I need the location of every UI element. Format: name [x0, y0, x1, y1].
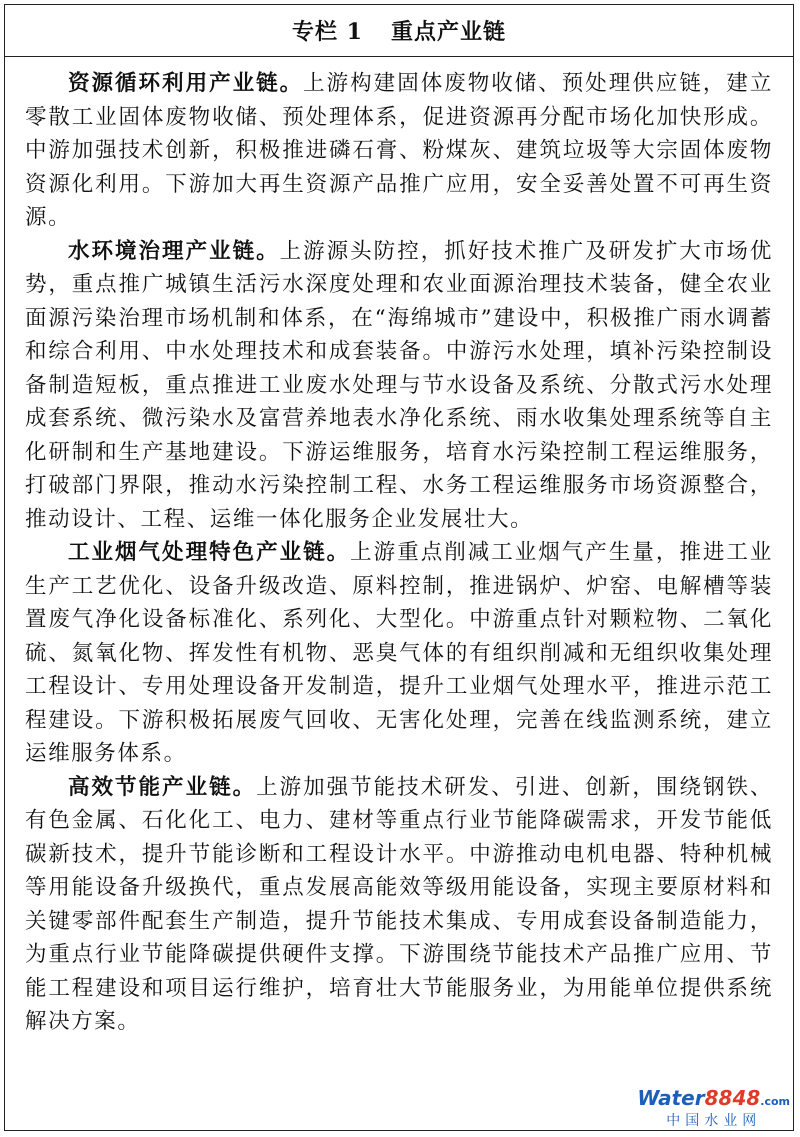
paragraph-resource-recycling — [25, 67, 773, 235]
watermark-domain: .com — [760, 1095, 790, 1108]
paragraph-body: 上游源头防控，抓好技术推广及研发扩大市场优势，重点推广城镇生活污水深度处理和农业面源治理技术装备，健全农业面源污染治理市场机制和体系，在“海绵城市”建设中，积极推广雨水调蓄和综合利用、中水处理技术和成套装备。中游污水处理，填补污染控制设备制造短板，重点推进工业废水处理与节水设备及系统、分散式污水处理成套系统、微污染水及富营养地表水净化系统、雨水收集处理系统等自主化研制和生产基地建设。下游运维服务，培育水污染控制工程运维服务，打破部门界限，推动水污染控制工程、水务工程运维服务市场资源整合，推动设计、工程、运维一体化服务企业发展壮大。 — [25, 238, 773, 532]
paragraph-body: 上游构建固体废物收储、预处理供应链，建立零散工业固体废物收储、预处理体系，促进资源再分配市场化加快形成。中游加强技术创新，积极推进磷石膏、粉煤灰、建筑垃圾等大宗固体废物资源化利用。下游加大再生资源产品推广应用，安全妥善处置不可再生资源。 — [25, 71, 773, 230]
column-title: 重点产业链 — [390, 19, 506, 45]
paragraph-lead: 工业烟气处理特色产业链。 — [68, 540, 351, 565]
watermark-logo — [637, 1087, 790, 1129]
paragraph-body: 上游重点削减工业烟气产生量，推进工业生产工艺优化、设备升级改造、原料控制，推进锅炉、炉窑、电解槽等装置废气净化设备标准化、系列化、大型化。中游重点针对颗粒物、二氧化硫、氮氧化物、挥发性有机物、恶臭气体的有组织削减和无组织收集处理工程设计、专用处理设备开发制造，提升工业烟气处理水平，推进示范工程建设。下游积极拓展废气回收、无害化处理，完善在线监测系统，建立运维服务体系。 — [25, 540, 773, 766]
paragraph-body: 上游加强节能技术研发、引进、创新，围绕钢铁、有色金属、石化化工、电力、建材等重点行业节能降碳需求，开发节能低碳新技术，提升节能诊断和工程设计水平。中游推动电机电器、特种机械等用能设备升级换代，重点发展高能效等级用能设备，实现主要原材料和关键零部件配套生产制造，提升节能技术集成、专用成套设备制造能力，为重点行业节能降碳提供硬件支撑。下游围绕节能技术产品推广应用、节能工程建设和项目运行维护，培育壮大节能服务业，为用能单位提供系统解决方案。 — [25, 774, 773, 1034]
paragraph-energy-saving — [25, 771, 773, 1039]
column-header — [5, 5, 793, 57]
column-content — [5, 57, 793, 1039]
watermark-brand-a: Water — [637, 1086, 705, 1110]
paragraph-industrial-flue-gas — [25, 536, 773, 771]
paragraph-water-environment — [25, 235, 773, 537]
paragraph-lead: 高效节能产业链。 — [68, 774, 257, 800]
watermark-brand-b: 8848 — [704, 1086, 761, 1110]
watermark-subtitle: 中国水业网 — [666, 1113, 762, 1129]
watermark-brand — [637, 1087, 790, 1113]
column-box — [4, 4, 794, 1131]
paragraph-lead: 资源循环利用产业链。 — [68, 71, 304, 96]
column-label: 专栏 1 — [292, 19, 363, 45]
paragraph-lead: 水环境治理产业链。 — [68, 238, 280, 264]
